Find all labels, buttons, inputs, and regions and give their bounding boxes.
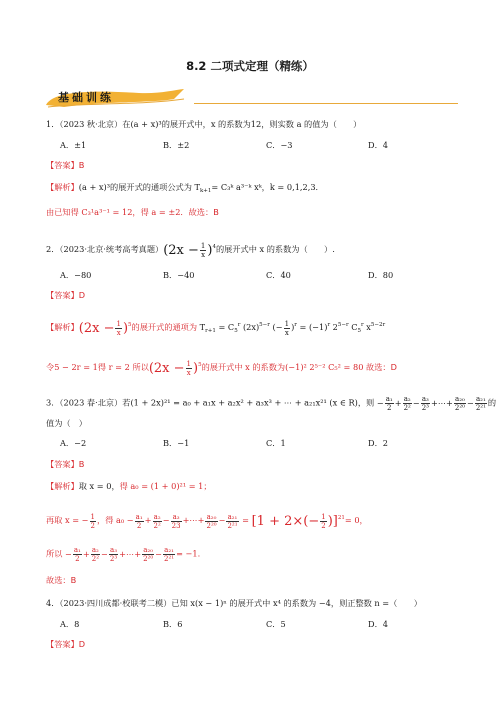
q2-expr: (2x − $\frac{1}{x}$ )	[163, 241, 213, 259]
q3-option-b: B．−1	[163, 438, 190, 448]
q2-analysis-expr: (2x − $\frac{1}{x}$ )	[78, 319, 129, 337]
q1-option-c: C．−3	[266, 140, 293, 150]
page-title: 8.2 二项式定理（精练）	[186, 59, 314, 73]
q3-answer-key: B	[78, 459, 85, 469]
banner-text: 基础训练	[58, 91, 114, 104]
q1-option-b: B．±2	[163, 140, 190, 150]
q1-analysis	[46, 181, 324, 197]
q1-stem: 1．（2023 秋·北京）在(a + x)³的展开式中，x 的系数为12，则实数 a 的值为（ ）	[46, 119, 362, 129]
q2-option-b: B．−40	[163, 270, 195, 280]
q3-conclusion-key: B	[70, 575, 77, 585]
q2-analysis: 【解析】(2x − $\frac{1}{x}$ )$^5$的展开式的通项为 $T_{r+1} = C_5^r$ $(2x)^{5-r}$ (− $\frac{1}{x}$ )$^r = (-1)^r$ $2^{5-r}$ $C_5^r$ $x^{5-2r}$	[46, 319, 386, 337]
q4-option-c: C．5	[266, 619, 286, 629]
q2-stem-a: 2．（2023·北京·统考高考真题）	[46, 244, 164, 254]
q2-stem: 2．（2023·北京·统考高考真题）(2x − $\frac{1}{x}$ )$^4$的展开式中 x 的系数为（ ）.	[46, 241, 335, 259]
q2-stem-b: 的展开式中 x 的系数为（ ）.	[215, 244, 335, 254]
q3-stem-sum: − $\frac{\text{a₁}}{2}$ + $\frac{\text{a₂}}{\text{2²}}$ − $\frac{\text{a₃}}{\text{2³}}$ +⋯+ $\frac{\text{a₂₀}}{\text{2²⁰}}$ − $\frac{\text{a₂₁}}{\text{2²¹}}$	[376, 395, 486, 412]
q2-conclusion-b: 的展开式中 x 的系数为(−1)² 2⁵⁻² C₅² = 80 故选：	[201, 362, 391, 372]
q1-answer-tag: 【答案】	[46, 160, 79, 170]
q2-answer	[46, 289, 85, 301]
q1-answer-key: B	[78, 160, 85, 170]
q3-answer	[46, 458, 84, 470]
banner-rule	[194, 103, 458, 104]
q1-conclusion	[46, 206, 219, 218]
q1-conclusion-text: 由已知得 C₃¹a³⁻¹ = 12，得 a = ±2．故选：	[46, 207, 214, 217]
q2-answer-key: D	[78, 290, 86, 300]
q4-answer	[46, 638, 85, 650]
q3-stem-c: 值为（ ）	[46, 418, 87, 428]
q2-analysis-tag: 【解析】	[46, 322, 79, 332]
q2-option-a: A．−80	[60, 270, 92, 280]
q3-conclusion-text: 故选：	[46, 575, 71, 585]
q3-step2-b: ，得	[97, 515, 114, 525]
q3-step3	[46, 546, 200, 563]
q4-option-b: B．6	[163, 619, 183, 629]
q4-answer-key: D	[78, 639, 86, 649]
q2-option-d: D．80	[368, 270, 394, 280]
q1-conclusion-key: B	[213, 207, 219, 217]
q2-option-c: C．40	[266, 270, 291, 280]
q3-conclusion	[46, 574, 76, 586]
q1-analysis-formula: = C₃ᵏ a³⁻ᵏ xᵏ，k = 0,1,2,3．	[211, 182, 324, 192]
q3-stem	[46, 395, 496, 412]
q2-conclusion-a: 令5 − 2r = 1得 r = 2 所以	[46, 362, 149, 372]
q3-analysis-a: 取 x = 0，	[78, 481, 120, 491]
q2-conclusion-key: D	[390, 362, 397, 372]
q3-step2-sum: a₀ − $\frac{\text{a₁}}{2}$ + $\frac{\text{a₂}}{\text{2²}}$ − $\frac{\text{a₃}}{23}$ +⋯+ $\frac{\text{a₂₀}}{\text{2²⁰}}$ − $\frac{\text{a₂₁}}{\text{2²¹}}$ = [1 + 2×(− $\frac{1}{2}$ )]$^{21}$	[116, 512, 345, 530]
section-banner	[44, 87, 458, 109]
q3-step2-a: 再取 x = −	[46, 515, 89, 525]
q4-option-a: A．8	[60, 619, 80, 629]
q3-analysis	[46, 480, 212, 492]
q2-analysis-formula: $T_{r+1} = C_5^r$ $(2x)^{5-r}$ (− $\frac{1}{x}$ )$^r = (-1)^r$ $2^{5-r}$ $C_5^r$ $x^{5-2r}$	[199, 319, 386, 337]
q3-option-c: C．1	[266, 438, 286, 448]
q3-step3-a: 所以	[46, 548, 63, 559]
q2-analysis-text: 的展开式的通项为	[131, 322, 198, 332]
q4-answer-tag: 【答案】	[46, 639, 79, 649]
q1-option-a: A．±1	[60, 140, 87, 150]
q1-answer	[46, 159, 84, 171]
q4-option-d: D．4	[368, 619, 388, 629]
q1-subscript: k+1	[199, 188, 212, 194]
q3-step2: 再取 x = − $\frac{1}{2}$ ，得 a₀ − $\frac{\text{a₁}}{2}$ + $\frac{\text{a₂}}{\text{2²}}$ − $\frac{\text{a₃}}{23}$ +⋯+ $\frac{\text{a₂₀}}{\text{2²⁰}}$ − $\frac{\text{a₂₁}}{\text{2²¹}}$ = [1 + 2×(− $\frac{1}{2}$ )]$^{21}$= 0，	[46, 512, 368, 530]
q2-answer-tag: 【答案】	[46, 290, 79, 300]
q3-option-d: D．2	[368, 438, 388, 448]
q3-stem-b: 的	[487, 397, 497, 408]
q3-step2-c: = 0，	[344, 515, 368, 525]
q1-option-d: D．4	[368, 140, 388, 150]
q3-analysis-tag: 【解析】	[46, 481, 79, 491]
q3-answer-tag: 【答案】	[46, 459, 79, 469]
q1-analysis-tag: 【解析】	[46, 182, 79, 192]
q3-option-a: A．−2	[60, 438, 87, 448]
q4-stem: 4．（2023·四川成都·校联考二模）已知 x(x − 1)ⁿ 的展开式中 x⁴ 的系数为 −4，则正整数 n =（ ）	[46, 598, 422, 608]
q1-analysis-text: (a + x)³的展开式的通项公式为 T	[78, 182, 200, 192]
q3-stem-a: 3．（2023 春·北京）若(1 + 2x)²¹ = a₀ + a₁x + a₂x² + a₃x³ + ⋯ + a₂₁x²¹ (x ∈ R)，则	[46, 397, 375, 408]
q3-step3-b: = −1.	[176, 548, 201, 559]
q2-conclusion: 令5 − 2r = 1得 r = 2 所以(2x − $\frac{1}{x}$ )$^5$的展开式中 x 的系数为(−1)² 2⁵⁻² C₅² = 80 故选：D	[46, 359, 397, 377]
q2-conclusion-expr: (2x − $\frac{1}{x}$ )	[148, 359, 199, 377]
q3-step3-sum: − $\frac{\text{a₁}}{2}$ + $\frac{\text{a₂}}{\text{2²}}$ − $\frac{\text{a₃}}{\text{2³}}$ +⋯+ $\frac{\text{a₂₀}}{\text{2²⁰}}$ − $\frac{\text{a₂₁}}{\text{2²¹}}$	[65, 546, 175, 563]
q3-analysis-b: 得 a₀ = (1 + 0)²¹ = 1；	[119, 481, 212, 491]
